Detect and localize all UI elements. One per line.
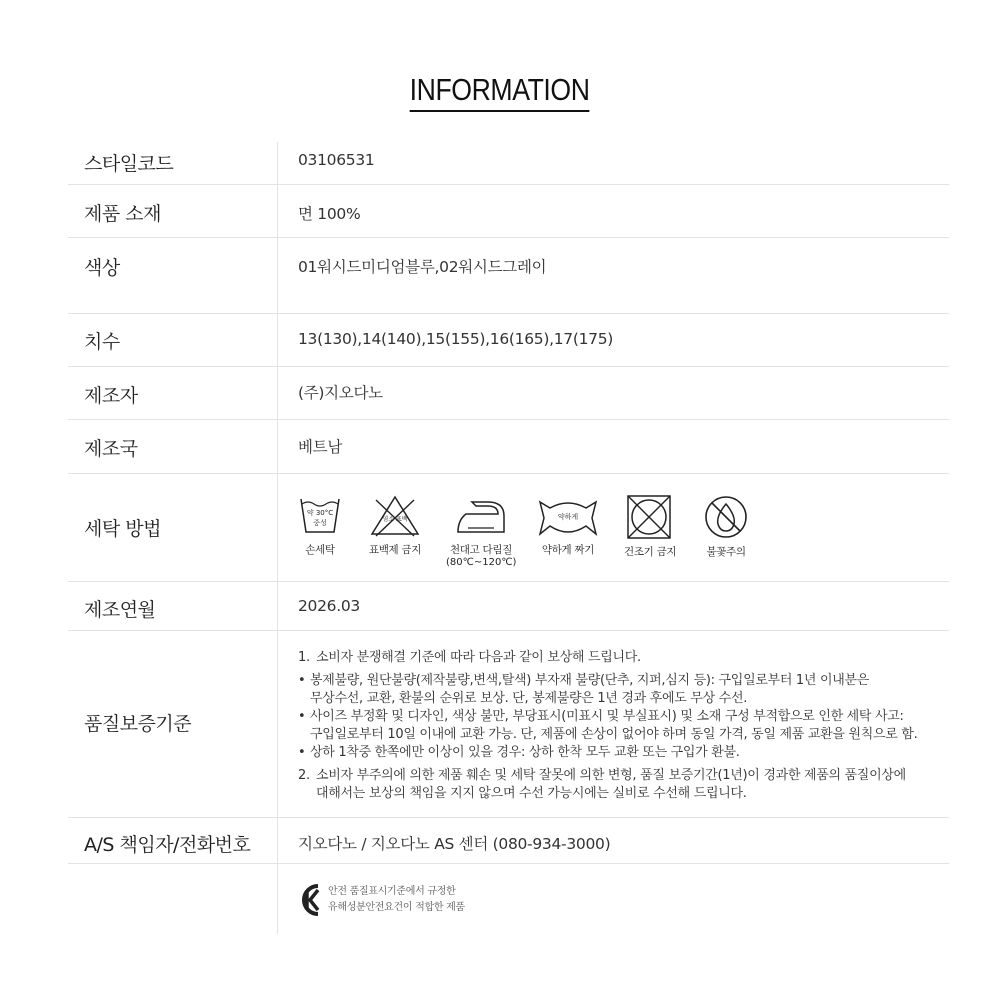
row-style-code <box>68 142 949 185</box>
no-tumble-dry-icon <box>624 494 676 559</box>
kc-text-line: 유해성분안전요건이 적합한 제품 <box>328 902 465 913</box>
row-value: 01워시드미디엄블루,02워시드그레이 <box>298 258 547 276</box>
quality-bullet <box>298 672 958 708</box>
title-text: INFORMATION <box>410 72 590 112</box>
row-size <box>68 314 949 367</box>
quality-bullet <box>298 708 958 744</box>
row-value: 13(130),14(140),15(155),16(165),17(175) <box>298 330 614 348</box>
row-label: 제조국 <box>84 438 138 460</box>
wash-caption: 건조기 금지 <box>624 546 677 558</box>
section-title <box>0 72 1000 112</box>
row-color <box>68 238 949 314</box>
bullet-text: 상하 1착중 한쪽에만 이상이 있을 경우: 상하 한착 모두 교환 또는 구입가 환불. <box>310 745 740 760</box>
quality-item-2 <box>298 767 958 803</box>
row-label: 제조연월 <box>84 599 156 621</box>
fire-caution-icon <box>698 494 754 559</box>
kc-text <box>328 884 465 916</box>
item-text: 소비자 분쟁해결 기준에 따라 다음과 같이 보상해 드립니다. <box>316 650 641 665</box>
row-label: 세탁 방법 <box>84 518 161 540</box>
row-label: 품질보증기준 <box>84 713 192 735</box>
row-value: 면 100% <box>298 205 361 223</box>
row-label: 스타일코드 <box>84 153 174 175</box>
item-text-cont: 대해서는 보상의 책임을 지지 않으며 수선 가능시에는 실비로 수선해 드립니다. <box>316 786 747 801</box>
wash-icons <box>298 494 758 574</box>
hand-wash-icon <box>298 494 342 557</box>
svg-text:약 30°C: 약 30°C <box>306 509 334 517</box>
svg-text:약하게: 약하게 <box>557 513 579 521</box>
item-number: 2. <box>298 768 310 783</box>
gentle-wring-icon <box>536 494 600 557</box>
row-washing <box>68 474 949 582</box>
row-label: 제품 소재 <box>84 203 161 225</box>
wash-caption: 표백제 금지 <box>368 544 422 556</box>
row-manufacture-date <box>68 582 949 631</box>
row-manufacturer <box>68 367 949 420</box>
row-value: 2026.03 <box>298 597 360 615</box>
row-material <box>68 185 949 238</box>
iron-icon <box>446 494 516 568</box>
row-value: (주)지오다노 <box>298 384 383 402</box>
info-table <box>68 142 949 864</box>
kc-certification <box>298 880 465 924</box>
bullet-text: 사이즈 부정확 및 디자인, 색상 불만, 부당표시(미표시 및 부실표시) 및 소재 구성 부적합으로 인한 세탁 사고: <box>310 709 904 724</box>
wash-caption-temp: (80℃~120℃) <box>446 557 517 568</box>
quality-bullet <box>298 744 958 762</box>
wash-caption: 약하게 짜기 <box>541 544 595 556</box>
no-bleach-icon <box>368 494 422 557</box>
row-value: 지오다노 / 지오다노 AS 센터 (080-934-3000) <box>298 835 611 853</box>
row-value: 베트남 <box>298 438 343 456</box>
bullet-text-cont: 무상수선, 교환, 환불의 순위로 보상. 단, 봉제불량은 1년 경과 후에도 무상 수선. <box>310 691 748 706</box>
item-number: 1. <box>298 650 310 665</box>
bullet-text: 봉제불량, 원단불량(제작불량,변색,탈색) 부자재 불량(단추, 지퍼,심지 등): 구입일로부터 1년 이내분은 <box>310 673 870 688</box>
row-label: A/S 책임자/전화번호 <box>84 834 251 856</box>
row-value: 03106531 <box>298 151 375 169</box>
row-quality-guarantee <box>68 631 949 818</box>
row-label: 색상 <box>84 257 120 279</box>
wash-caption: 손세탁 <box>305 544 335 556</box>
row-label: 제조자 <box>84 385 138 407</box>
quality-item-1 <box>298 649 958 667</box>
row-label: 치수 <box>84 331 120 353</box>
svg-text:중성: 중성 <box>313 519 327 527</box>
svg-text:염소 표백: 염소 표백 <box>382 516 408 523</box>
bullet-text-cont: 구입일로부터 10일 이내에 교환 가능. 단, 제품에 손상이 없어야 하며 동일 가격, 동일 제품 교환을 원칙으로 함. <box>310 727 918 742</box>
quality-text <box>298 649 958 803</box>
row-country <box>68 420 949 474</box>
wash-caption: 불꽃주의 <box>706 546 746 558</box>
wash-caption: 천대고 다림질 <box>449 544 513 556</box>
kc-mark-icon <box>298 880 326 920</box>
item-text: 소비자 부주의에 의한 제품 훼손 및 세탁 잘못에 의한 변형, 품질 보증기간(1년)이 경과한 제품의 품질이상에 <box>316 768 906 783</box>
row-as-contact <box>68 818 949 864</box>
kc-text-line: 안전 품질표시기준에서 규정한 <box>328 886 456 897</box>
